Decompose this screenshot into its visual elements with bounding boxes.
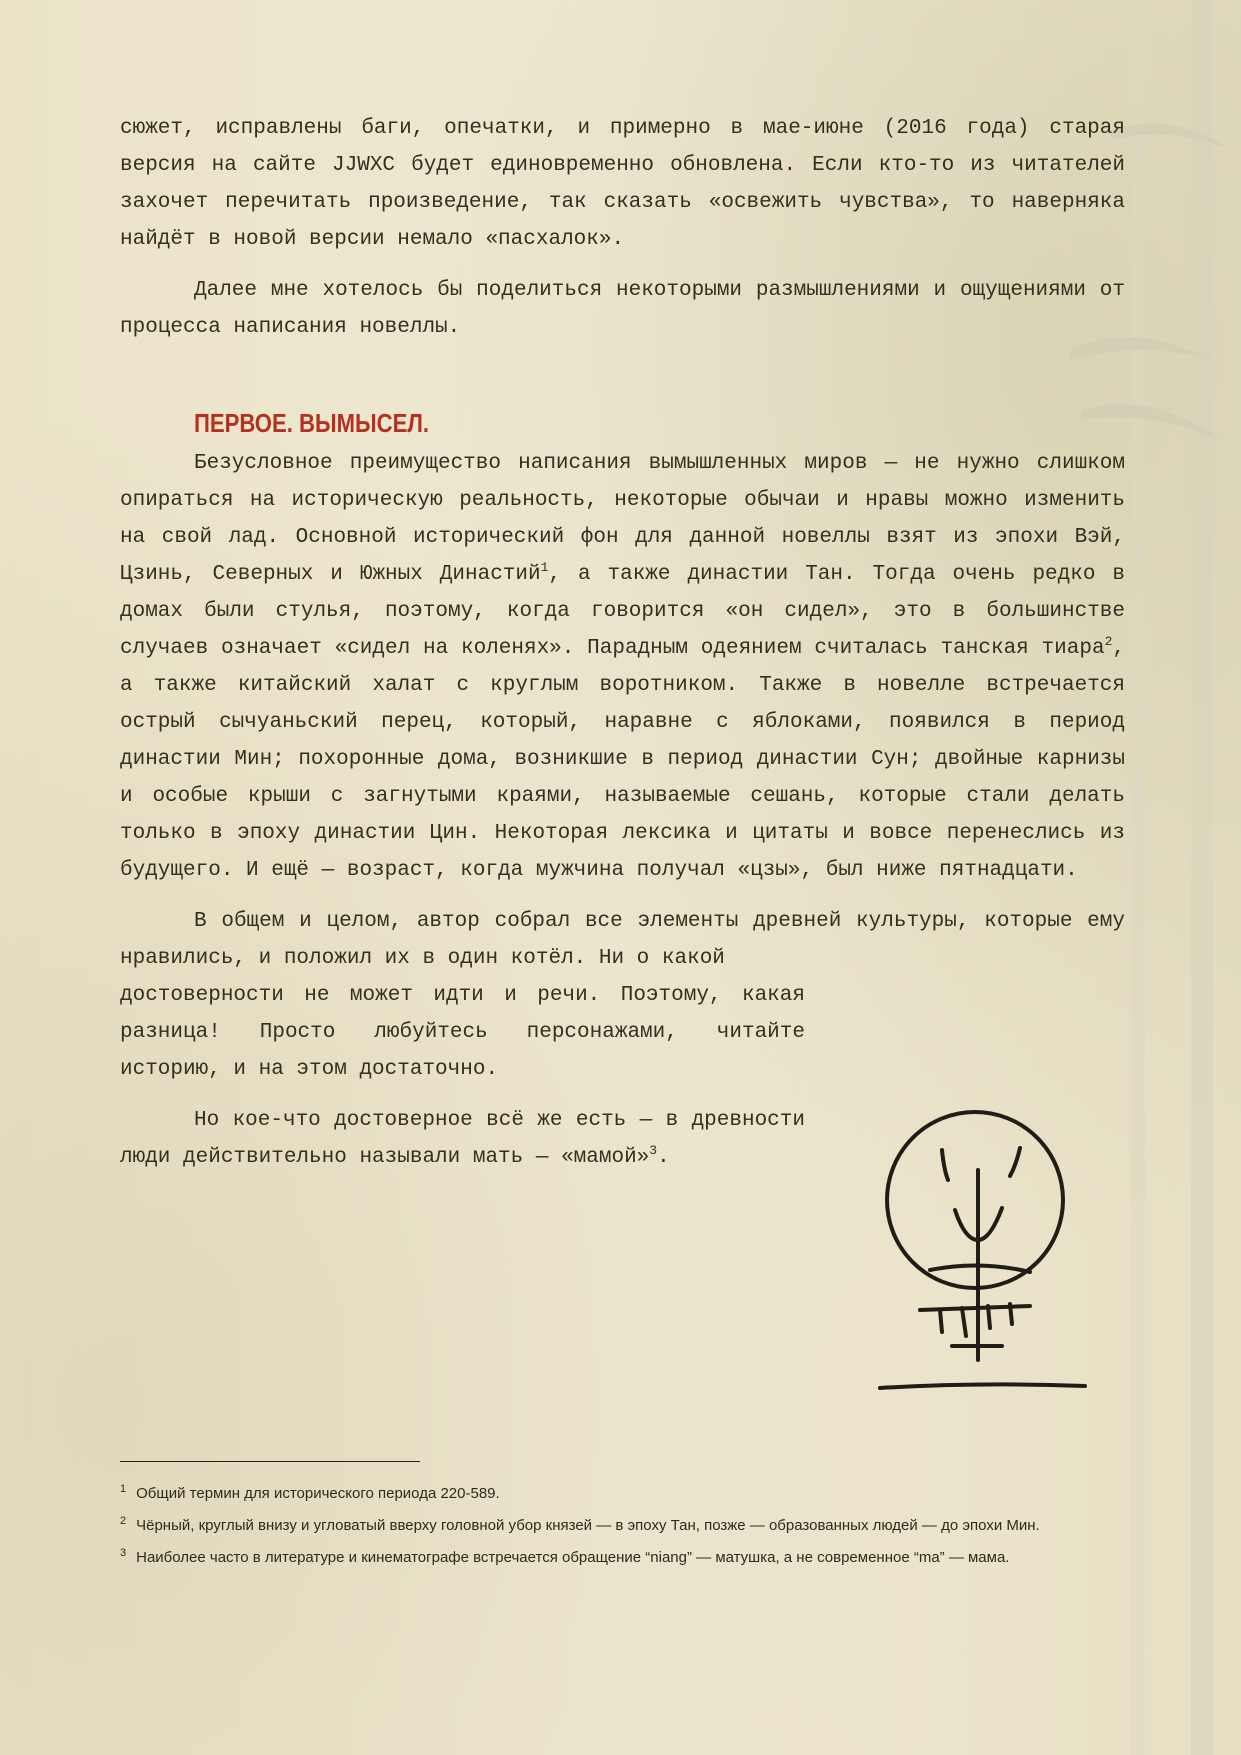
- footnote-ref-3: 3: [649, 1143, 658, 1158]
- text-segment: Но кое-что достоверное всё же есть — в древности люди действительно называли мать — «мамой»: [120, 1109, 805, 1169]
- text-segment: В общем и целом, автор собрал все элементы древней культуры, которые ему нравились, и положил их в один котёл. Ни о какой: [120, 910, 1125, 970]
- footnote-number: 1: [120, 1483, 127, 1495]
- text-segment: .: [657, 1146, 670, 1169]
- paragraph-reflections: Далее мне хотелось бы поделиться некоторыми размышлениями и ощущениями от процесса написания новеллы.: [120, 279, 1125, 339]
- paragraph-mama: [120, 1102, 805, 1176]
- paragraph-culture: [120, 903, 1125, 977]
- smiley-tree-doodle: [870, 1110, 1090, 1400]
- footnote-1: [120, 1478, 1125, 1510]
- footnotes-section: [120, 1478, 1125, 1574]
- section-heading: ПЕРВОЕ. ВЫМЫСЕЛ.: [194, 408, 429, 438]
- paragraph-culture-continued: достоверности не может идти и речи. Поэтому, какая разница! Просто любуйтесь персонажами, читайте историю, и на этом достаточно.: [120, 984, 805, 1081]
- paragraph-fiction: [120, 445, 1125, 889]
- footnote-separator: [120, 1461, 420, 1462]
- footnote-text: Чёрный, круглый внизу и угловатый вверху головной убор князей — в эпоху Тан, позже — образованных людей — до эпохи Мин.: [136, 1517, 1040, 1534]
- text-segment: , а также династии Тан. Тогда очень редко в домах были стулья, поэтому, когда говорится «он сидел», это в большинстве случаев означает «сидел на коленях». Парадным одеянием считалась танская тиара: [120, 563, 1125, 660]
- footnote-2: [120, 1510, 1125, 1542]
- footnote-ref-1: 1: [540, 560, 549, 575]
- footnote-3: [120, 1542, 1125, 1574]
- page-content: [120, 110, 1125, 1190]
- footnote-text: Наиболее часто в литературе и кинематографе встречается обращение “niang” — матушка, а не современное “ma” — мама.: [136, 1549, 1010, 1566]
- footnote-number: 3: [120, 1547, 127, 1559]
- footnote-text: Общий термин для исторического периода 220-589.: [136, 1485, 500, 1502]
- text-segment: Безусловное преимущество написания вымышленных миров — не нужно слишком опираться на историческую реальность, некоторые обычаи и нравы можно изменить на свой лад. Основной исторический фон для данной новеллы взят из эпохи Вэй, Цзинь, Северных и Южных Династий: [120, 452, 1125, 586]
- paragraph-intro: сюжет, исправлены баги, опечатки, и примерно в мае-июне (2016 года) старая версия на сайте JJWXC будет единовременно обновлена. Если кто-то из читателей захочет перечитать произведение, так сказать «освежить чувства», то наверняка найдёт в новой версии немало «пасхалок».: [120, 117, 1125, 251]
- text-segment: , а также китайский халат с круглым воротником. Также в новелле встречается острый сычуаньский перец, который, наравне с яблоками, появился в период династии Мин; похоронные дома, возникшие в период династии Сун; двойные карнизы и особые крыши с загнутыми краями, называемые сешань, которые стали делать только в эпоху династии Цин. Некоторая лексика и цитаты и вовсе перенеслись из будущего. И ещё — возраст, когда мужчина получал «цзы», был ниже пятнадцати.: [120, 637, 1125, 882]
- footnote-ref-2: 2: [1104, 634, 1113, 649]
- footnote-number: 2: [120, 1515, 127, 1527]
